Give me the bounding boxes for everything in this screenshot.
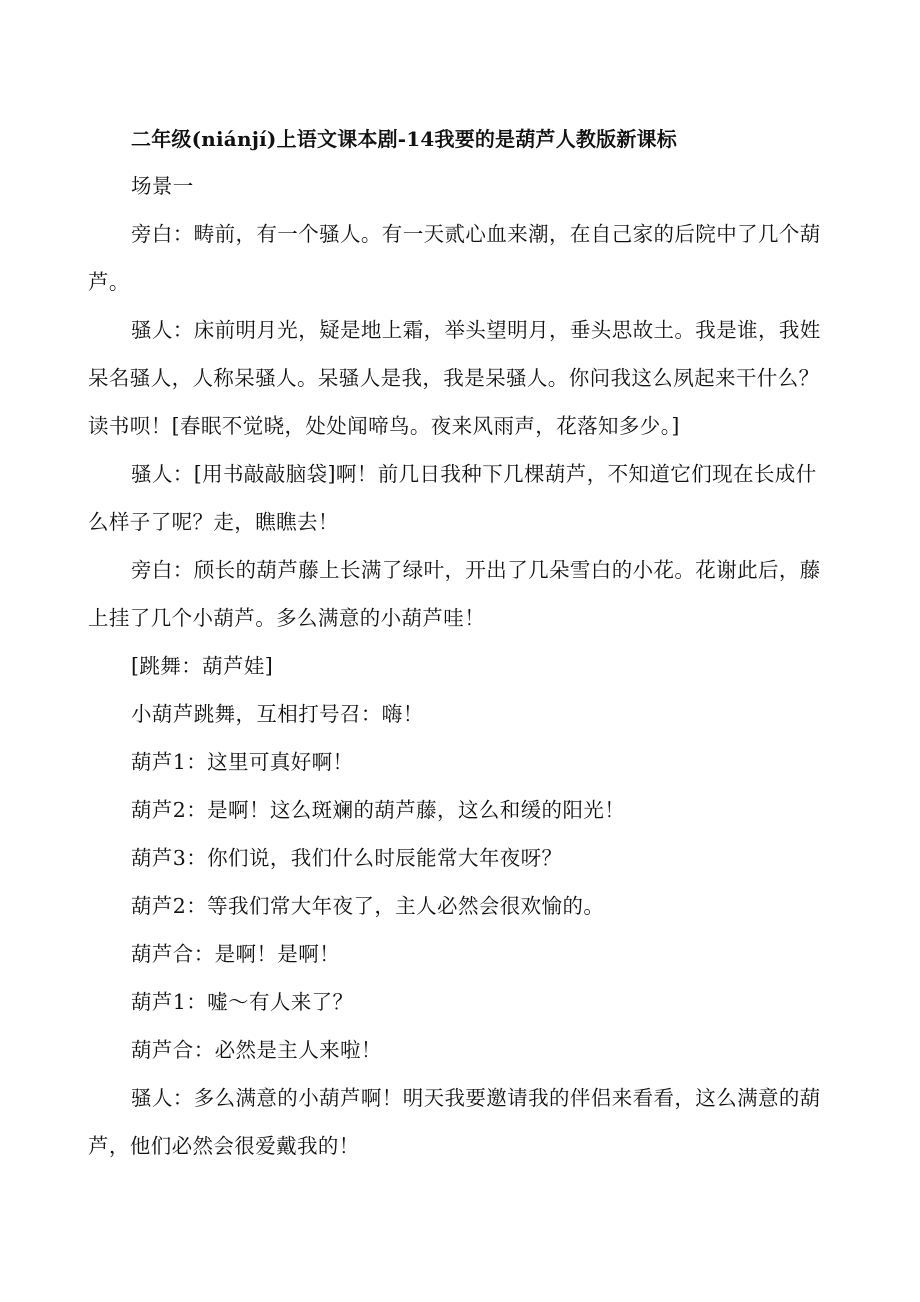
paragraph-poet-1: 骚人：床前明月光，疑是地上霜，举头望明月，垂头思故土。我是谁，我姓呆名骚人，人称呆骚人。呆骚人是我，我是呆骚人。你问我这么夙起来干什么？读书呗！[春眠不觉晓，处处闻啼鸟。夜来风雨声，花落知多少。] [88,318,821,438]
paragraph-gourd-1-line-1: 葫芦1：这里可真好啊！ [131,750,354,774]
paragraph-gourd-2-line-2: 葫芦2：等我们常大年夜了，主人必然会很欢愉的。 [131,894,605,918]
paragraph-gourd-1-line-2: 葫芦1：嘘～有人来了？ [131,990,354,1014]
paragraph-stage-direction: [跳舞：葫芦娃] [131,654,274,678]
paragraph-poet-3: 骚人：多么满意的小葫芦啊！明天我要邀请我的伴侣来看看，这么满意的葫芦，他们必然会很爱戴我的！ [88,1086,821,1158]
paragraph-gourds-chorus-1: 葫芦合：是啊！是啊！ [131,942,340,966]
paragraph-gourd-3-line: 葫芦3：你们说，我们什么时辰能常大年夜呀？ [131,846,563,870]
paragraph-poet-2: 骚人：[用书敲敲脑袋]啊！前几日我种下几棵葫芦，不知道它们现在长成什么样子了呢？走，瞧瞧去！ [88,462,817,534]
paragraph-narration-1: 旁白：畴前，有一个骚人。有一天贰心血来潮，在自己家的后院中了几个葫芦。 [88,222,821,294]
document-title: 二年级(niánjí)上语文课本剧-14我要的是葫芦人教版新课标 [131,127,677,151]
paragraph-gourd-2-line-1: 葫芦2：是啊！这么斑斓的葫芦藤，这么和缓的阳光！ [131,798,626,822]
paragraph-gourds-greet: 小葫芦跳舞，互相打号召：嗨！ [131,702,424,726]
paragraph-scene-heading: 场景一 [131,174,194,198]
paragraph-gourds-chorus-2: 葫芦合：必然是主人来啦！ [131,1038,382,1062]
paragraph-narration-2: 旁白：颀长的葫芦藤上长满了绿叶，开出了几朵雪白的小花。花谢此后，藤上挂了几个小葫芦。多么满意的小葫芦哇！ [88,558,821,630]
